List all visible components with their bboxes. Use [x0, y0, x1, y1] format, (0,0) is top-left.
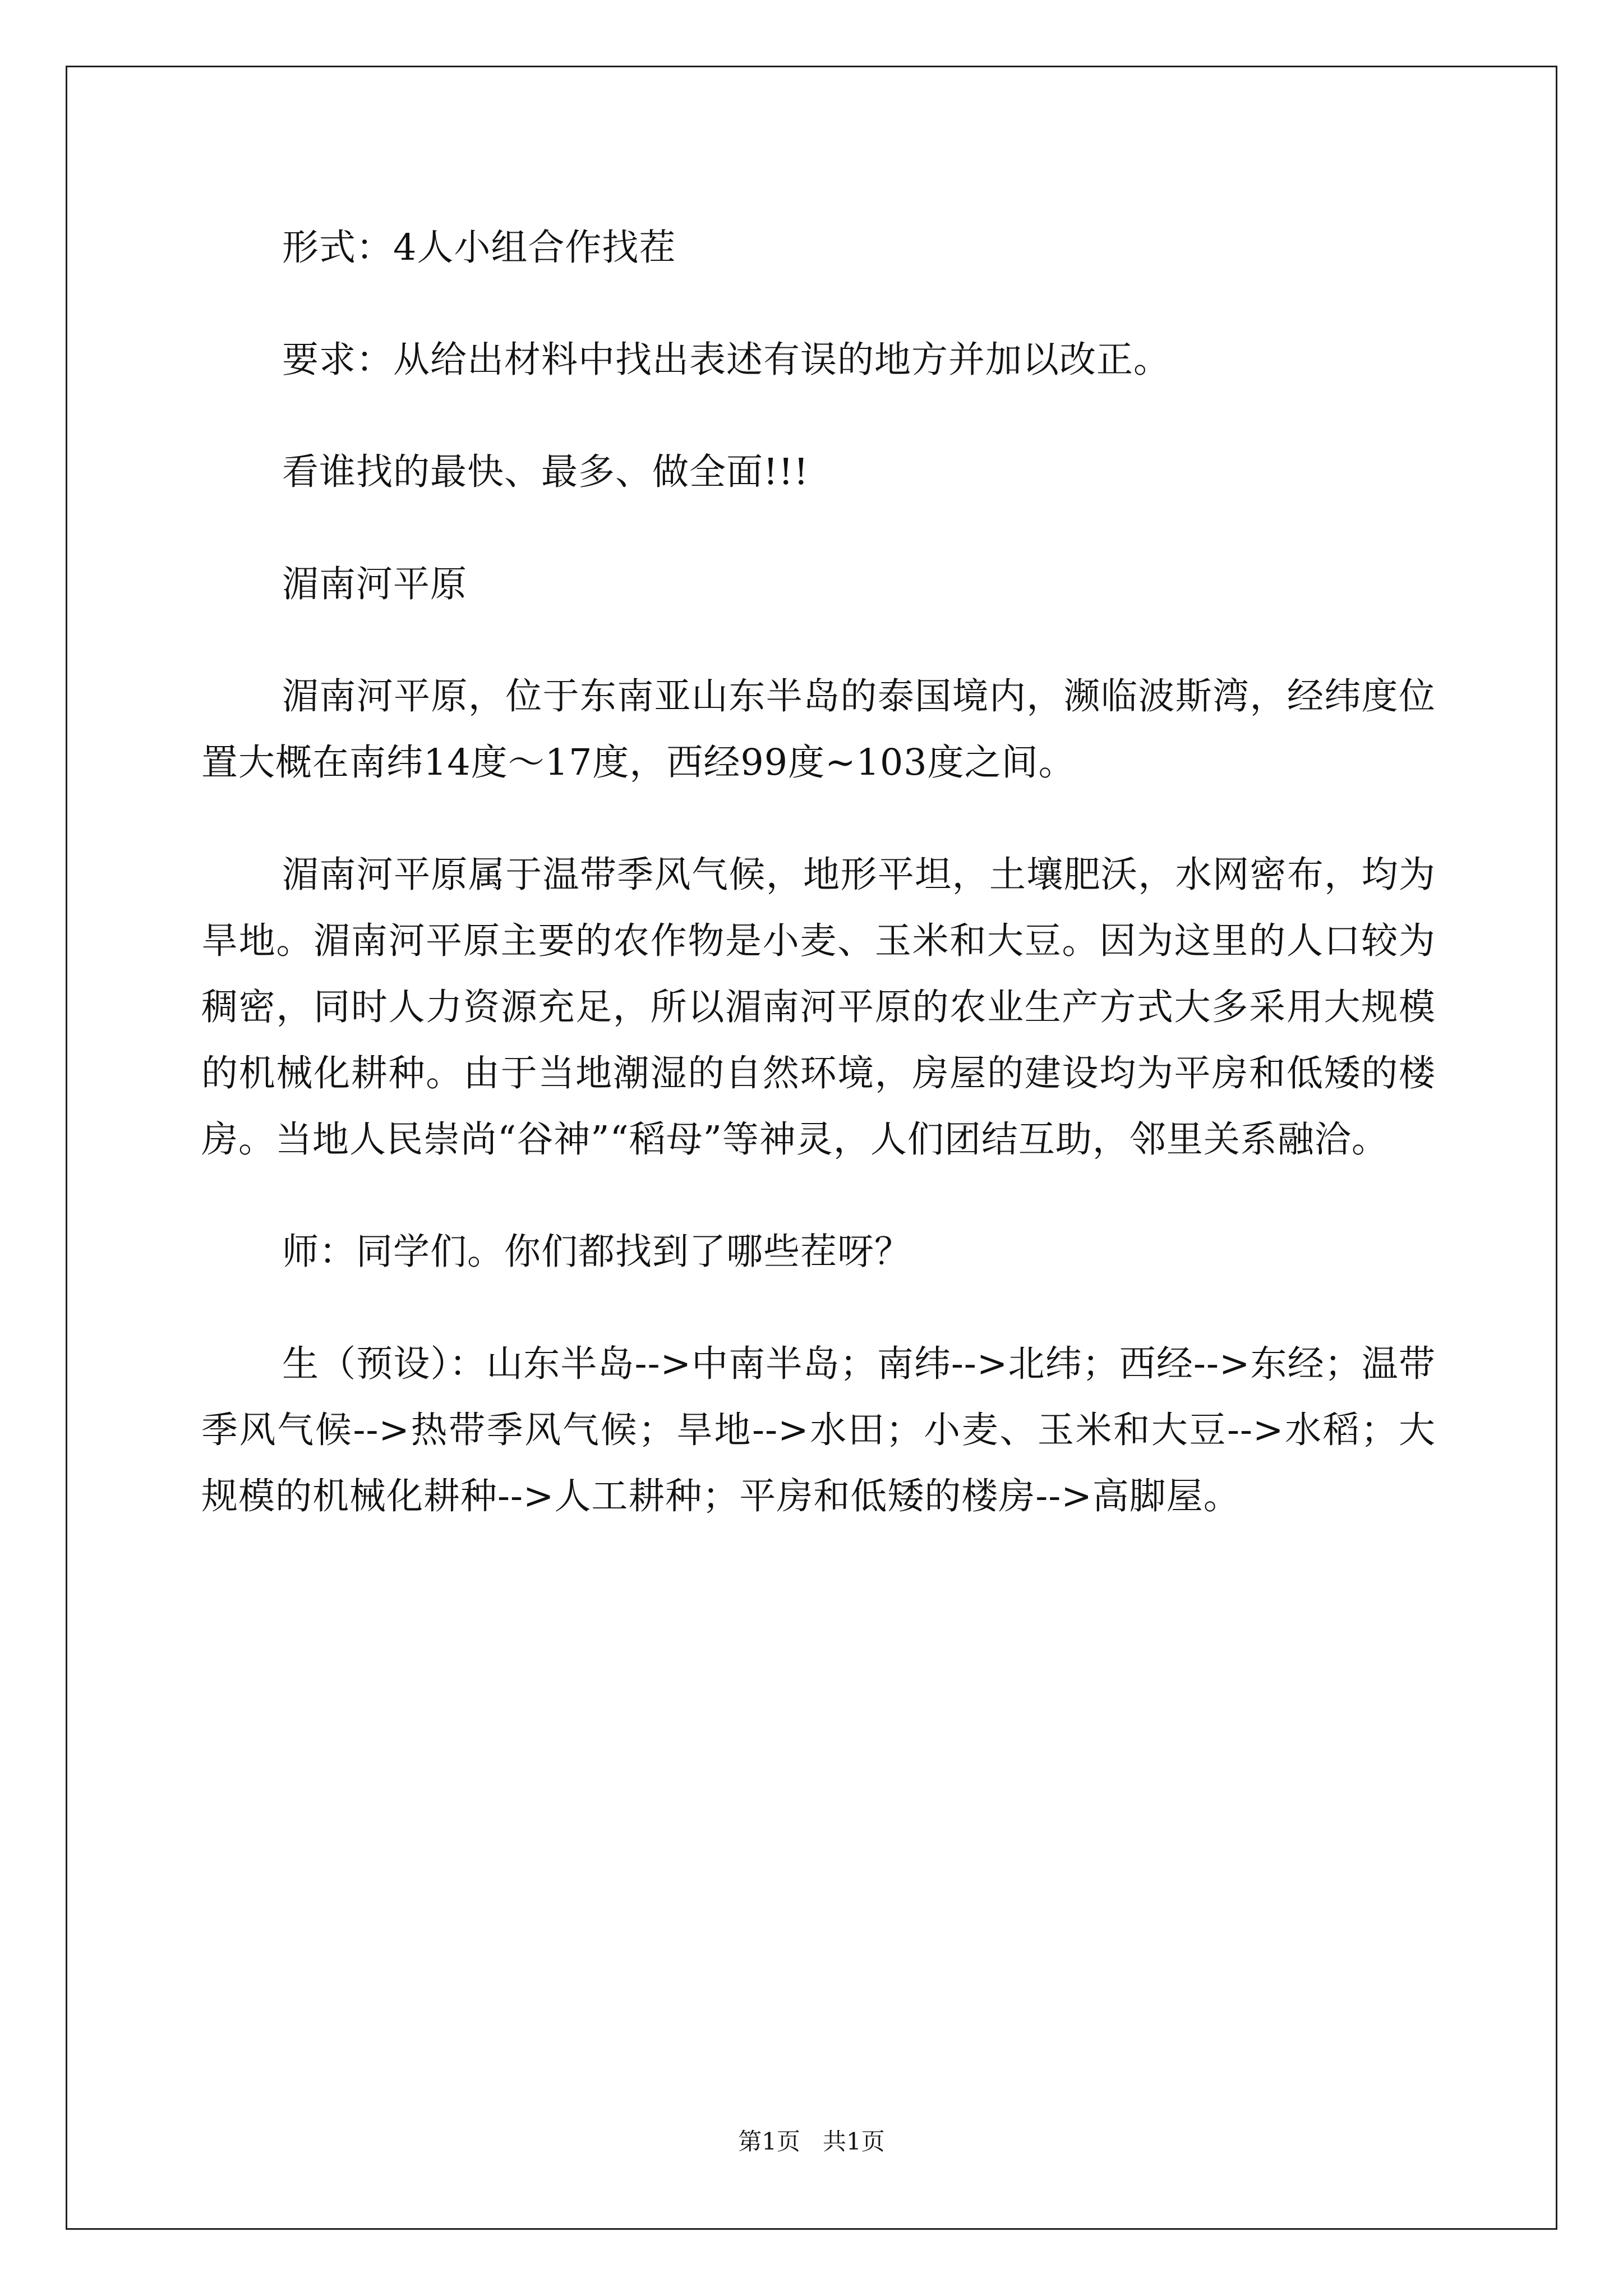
- section-heading: 湄南河平原: [282, 563, 468, 605]
- paragraph-challenge: 看谁找的最快、最多、做全面!!!: [282, 451, 809, 493]
- page-number: 第1页: [738, 2128, 800, 2155]
- paragraph-requirement: 要求：从给出材料中找出表述有误的地方并加以改正。: [282, 339, 1171, 381]
- page-total: 共1页: [823, 2128, 885, 2155]
- paragraph-teacher-question: 师：同学们。你们都找到了哪些茬呀？: [282, 1231, 912, 1273]
- paragraph-format: 形式：4人小组合作找茬: [282, 227, 676, 269]
- paragraph-description: 湄南河平原属于温带季风气候，地形平坦，土壤肥沃，水网密布，均为旱地。湄南河平原主要的农作物是小麦、玉米和大豆。因为这里的人口较为稠密，同时人力资源充足，所以湄南河平原的农业生产方式大多采用大规模的机械化耕种。由于当地潮湿的自然环境，房屋的建设均为平房和低矮的楼房。当地人民崇尚“谷神”“稻母”等神灵，人们团结互助，邻里关系融洽。: [201, 854, 1436, 1161]
- paragraph-student-answer: 生（预设）：山东半岛-->中南半岛；南纬-->北纬；西经-->东经；温带季风气候-->热带季风气候；旱地-->水田；小麦、玉米和大豆-->水稻；大规模的机械化耕种-->人工耕种；平房和低矮的楼房-->高脚屋。: [201, 1343, 1436, 1517]
- document-body: [201, 215, 1436, 1576]
- paragraph-location: 湄南河平原，位于东南亚山东半岛的泰国境内，濒临波斯湾，经纬度位置大概在南纬14度～17度，西经99度~103度之间。: [201, 675, 1436, 784]
- page-footer: [0, 2125, 1623, 2159]
